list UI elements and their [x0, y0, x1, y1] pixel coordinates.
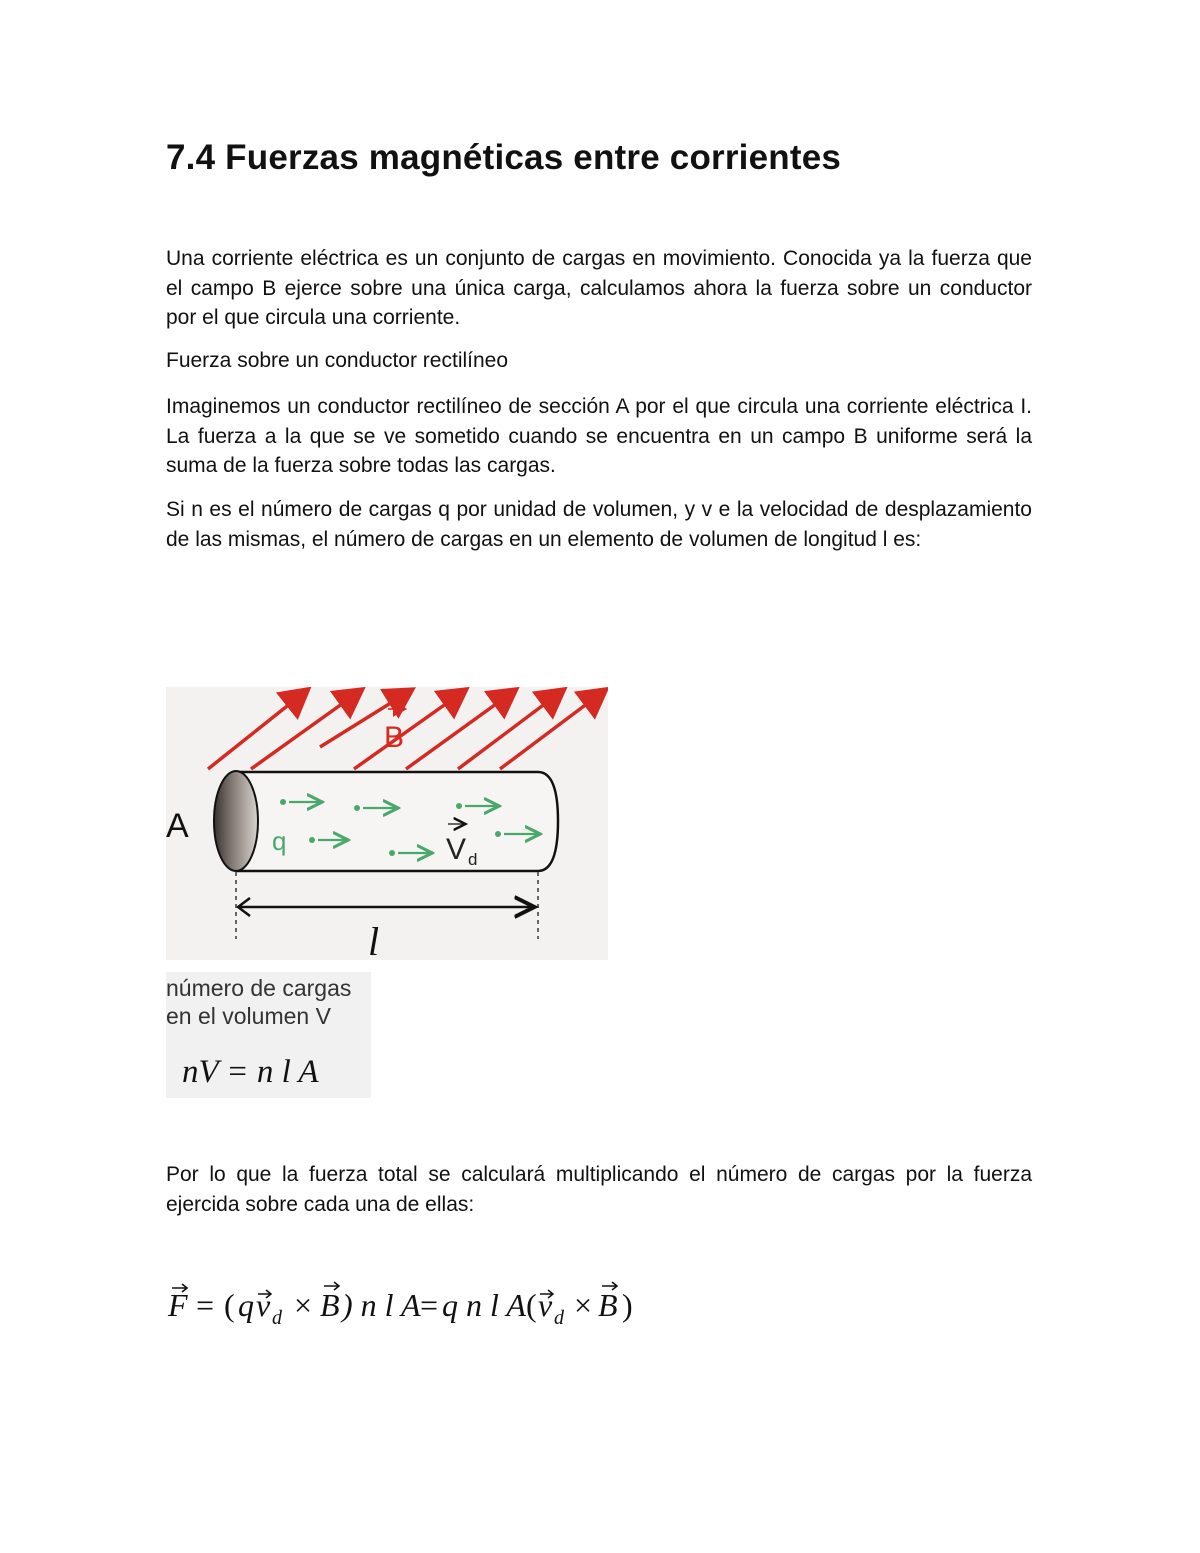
- svg-text:v: v: [538, 1287, 553, 1323]
- field-symbol-1: [320, 1282, 340, 1323]
- conductor-figure: [166, 687, 608, 960]
- conductor-body: [214, 771, 558, 871]
- svg-text:×: ×: [294, 1287, 313, 1323]
- velocity-symbol-2: [538, 1287, 565, 1329]
- svg-text:d: d: [554, 1307, 564, 1329]
- paragraph-conductor: Imaginemos un conductor rectilíneo de sección A por el que circula una corriente eléctrica I. La fuerza a la que se ve sometido cuando se encuentra en un campo B uniforme será la suma de la fuerza sobre todas las cargas.: [166, 395, 1032, 477]
- svg-text:q: q: [238, 1287, 254, 1323]
- charge-label: q: [272, 826, 287, 856]
- charge-count-caption: [166, 974, 351, 1030]
- length-boundaries: [236, 872, 538, 939]
- svg-text:B: B: [598, 1287, 618, 1323]
- length-arrow: [238, 898, 532, 916]
- svg-text:F: F: [168, 1287, 188, 1323]
- caption-line-1: número de cargas: [166, 975, 352, 1001]
- field-line: [251, 691, 360, 769]
- svg-text:B: B: [384, 721, 405, 754]
- force-formula-svg: [166, 1270, 646, 1330]
- paragraph-total-force: Por lo que la fuerza total se calculará multiplicando el número de cargas por la fuerza ejercida sobre cada una de ellas:: [166, 1163, 1032, 1216]
- force-symbol: [167, 1284, 188, 1323]
- section-subheading: Fuerza sobre un conductor rectilíneo: [166, 349, 509, 372]
- paragraph-charges: Si n es el número de cargas q por unidad de volumen, y v e la velocidad de desplazamiento de las mismas, el número de cargas en un elemento de volumen de longitud l es:: [166, 498, 1032, 551]
- field-line: [500, 691, 604, 769]
- length-label: l: [368, 919, 380, 960]
- field-label: [384, 709, 404, 754]
- svg-text:B: B: [320, 1287, 340, 1323]
- svg-text:×: ×: [574, 1287, 593, 1323]
- svg-text:) n l A: ) n l A: [342, 1287, 421, 1323]
- svg-text:=: =: [196, 1287, 215, 1323]
- page-title: 7.4 Fuerzas magnéticas entre corrientes: [166, 138, 842, 177]
- field-line: [208, 691, 306, 769]
- field-symbol-2: [598, 1282, 618, 1323]
- svg-text:d: d: [468, 850, 478, 869]
- svg-text:(: (: [224, 1287, 235, 1323]
- area-label: A: [166, 807, 189, 845]
- svg-text:v: v: [256, 1287, 271, 1323]
- conductor-cross-section: [214, 771, 258, 871]
- intro-paragraph: Una corriente eléctrica es un conjunto de cargas en movimiento. Conocida ya la fuerza que el campo B ejerce sobre una única carga, calculamos ahora la fuerza sobre un conductor por el que circula una corriente.: [166, 247, 1032, 329]
- svg-text:V: V: [446, 833, 467, 866]
- field-line: [458, 691, 562, 769]
- charge-count-box: [166, 972, 371, 1098]
- conductor-diagram: [166, 687, 608, 960]
- field-line: [354, 691, 464, 769]
- field-lines: [208, 691, 604, 769]
- svg-text:=: =: [420, 1287, 439, 1323]
- charge-count-formula: nV = n l A: [182, 1054, 319, 1090]
- svg-text:d: d: [272, 1307, 282, 1329]
- svg-text:(: (: [526, 1287, 537, 1323]
- velocity-symbol-1: [256, 1287, 283, 1329]
- caption-line-2: en el volumen V: [166, 1003, 331, 1029]
- svg-text:q n l A: q n l A: [442, 1287, 526, 1323]
- force-formula: [166, 1270, 646, 1330]
- svg-text:): ): [622, 1287, 633, 1323]
- field-line: [406, 691, 514, 769]
